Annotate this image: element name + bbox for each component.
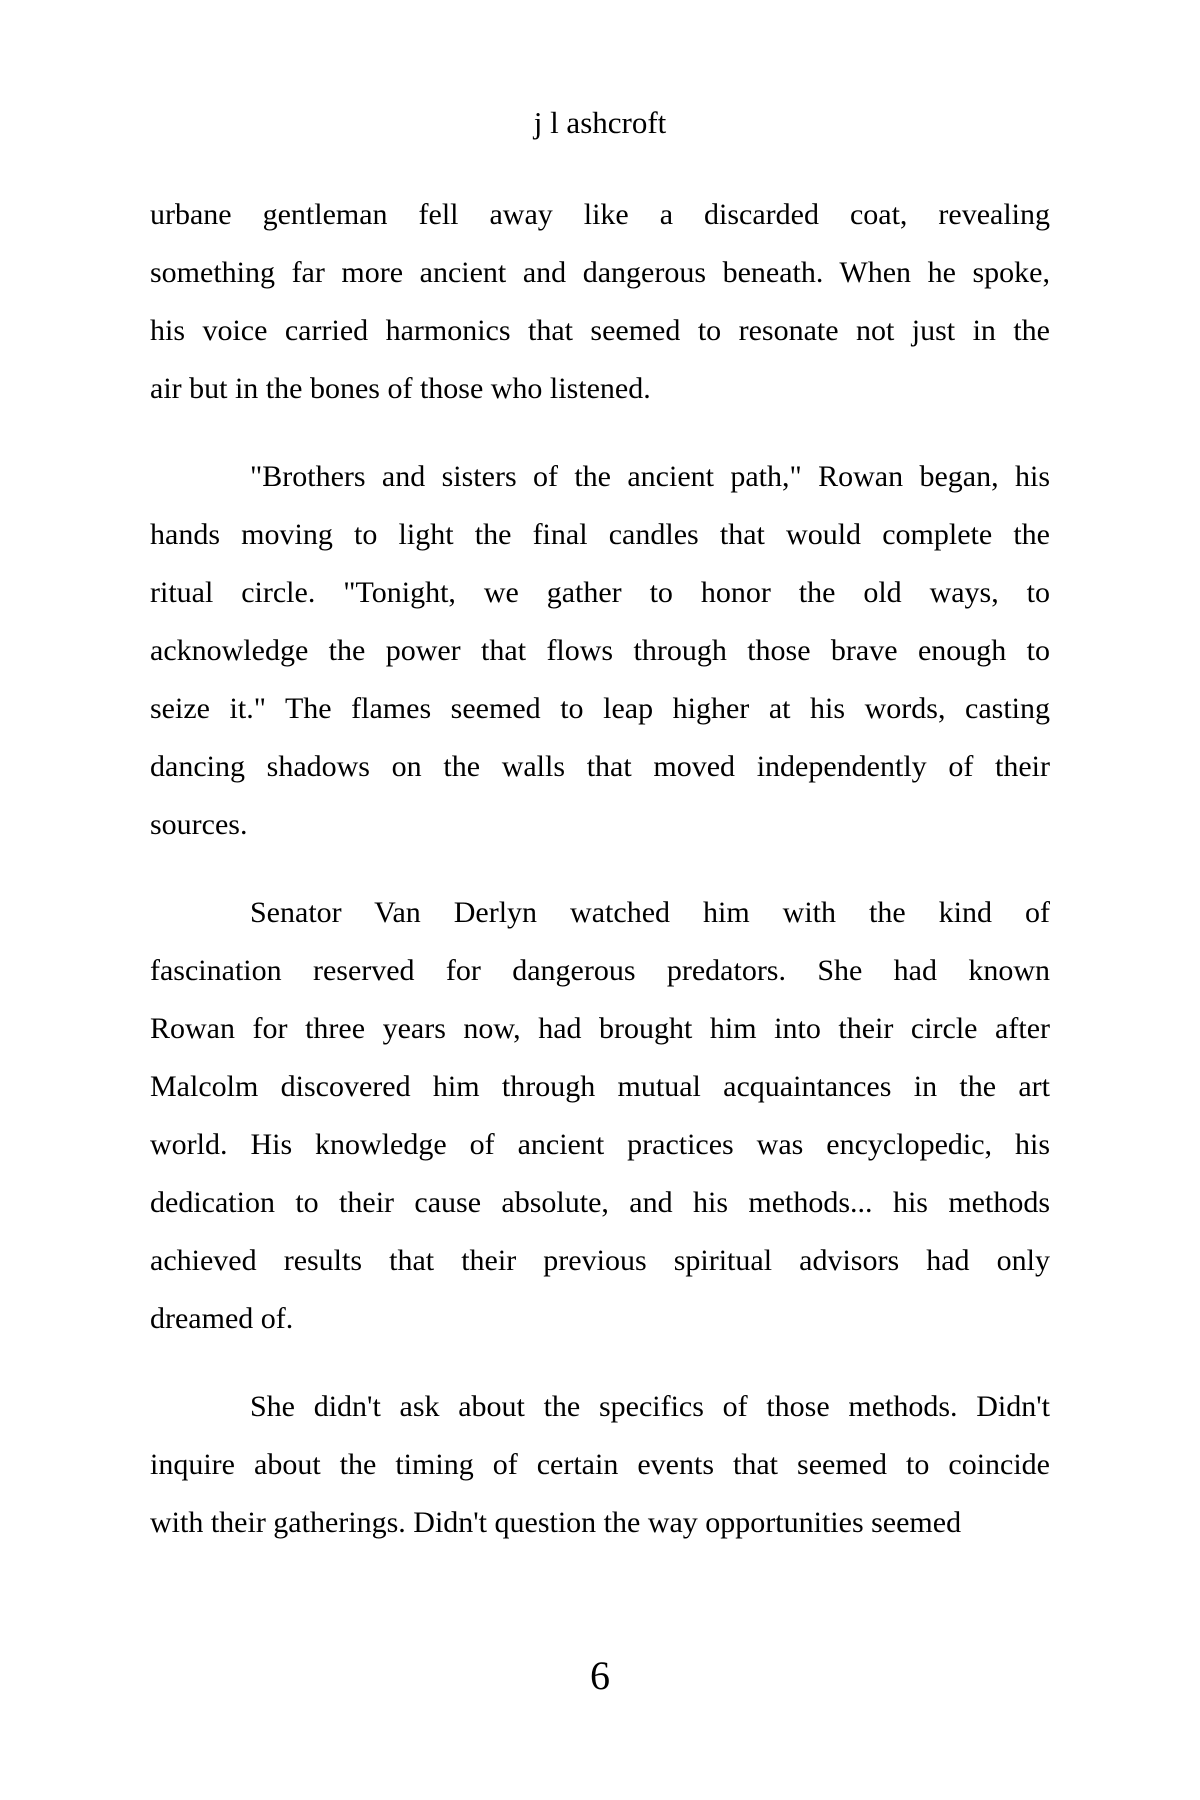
text-line: world. His knowledge of ancient practices was encyclopedic, his <box>150 1128 1050 1161</box>
text-line: fascination reserved for dangerous predators. She had known <box>150 954 1050 987</box>
text-line: dedication to their cause absolute, and his methods... his methods <box>150 1186 1050 1219</box>
text-line: hands moving to light the final candles that would complete the <box>150 518 1050 551</box>
text-line: sources. <box>150 808 248 841</box>
text-line: something far more ancient and dangerous beneath. When he spoke, <box>150 256 1050 289</box>
text-line: air but in the bones of those who listened. <box>150 372 651 405</box>
body-text <box>150 186 1050 1552</box>
text-line: seize it." The flames seemed to leap higher at his words, casting <box>150 692 1050 725</box>
running-header-author: j l ashcroft <box>533 105 667 140</box>
text-line: She didn't ask about the specifics of those methods. Didn't <box>250 1390 1050 1423</box>
text-line: dreamed of. <box>150 1302 294 1335</box>
page-number: 6 <box>590 1653 610 1698</box>
paragraph <box>150 884 1050 1348</box>
paragraph <box>150 186 1050 418</box>
text-line: Senator Van Derlyn watched him with the kind of <box>250 896 1050 929</box>
text-line: acknowledge the power that flows through those brave enough to <box>150 634 1050 667</box>
text-line: dancing shadows on the walls that moved independently of their <box>150 750 1050 783</box>
text-line: ritual circle. "Tonight, we gather to honor the old ways, to <box>150 576 1050 609</box>
paragraph <box>150 1378 1050 1552</box>
text-line: urbane gentleman fell away like a discarded coat, revealing <box>150 198 1050 231</box>
paragraph <box>150 448 1050 854</box>
text-line: inquire about the timing of certain events that seemed to coincide <box>150 1448 1050 1481</box>
text-line: achieved results that their previous spiritual advisors had only <box>150 1244 1050 1277</box>
text-line: Rowan for three years now, had brought him into their circle after <box>150 1012 1050 1045</box>
text-line: "Brothers and sisters of the ancient path," Rowan began, his <box>250 460 1050 493</box>
text-line: Malcolm discovered him through mutual acquaintances in the art <box>150 1070 1050 1103</box>
text-line: his voice carried harmonics that seemed to resonate not just in the <box>150 314 1050 347</box>
text-line: with their gatherings. Didn't question the way opportunities seemed <box>150 1506 962 1539</box>
